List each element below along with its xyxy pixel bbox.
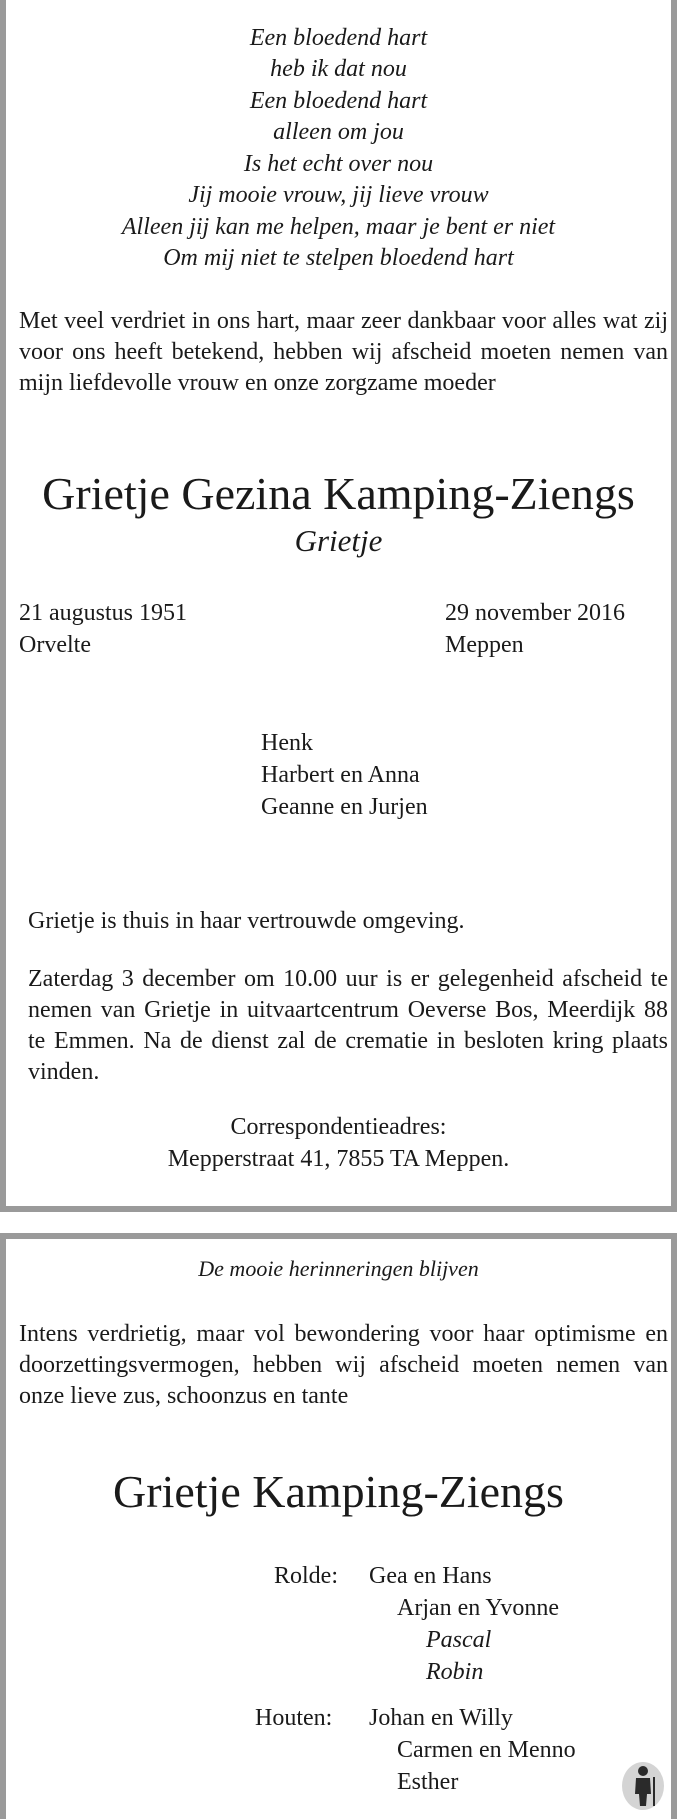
poem-line: Alleen jij kan me helpen, maar je bent er niet <box>121 214 556 240</box>
poem-line: alleen om jou <box>273 119 404 145</box>
death-date: 29 november 2016 <box>445 600 625 626</box>
deceased-name: Grietje Kamping-Ziengs <box>113 1466 564 1517</box>
service-paragraph: Zaterdag 3 december om 10.00 uur is er gelegenheid afscheid te nemen van Grietje in uitvaartcentrum Oeverse Bos, Meerdijk 88 te Emmen. Na de dienst zal de crematie in besloten kring plaats vinden. <box>28 966 668 1085</box>
family-member: Harbert en Anna <box>261 762 420 788</box>
poem-line: Jij mooie vrouw, jij lieve vrouw <box>188 182 489 208</box>
relative-name: Johan en Willy <box>369 1705 513 1731</box>
deceased-name: Grietje Gezina Kamping-Ziengs <box>42 468 635 519</box>
relative-name: Carmen en Menno <box>397 1737 576 1763</box>
birth-place: Orvelte <box>19 632 91 658</box>
death-place: Meppen <box>445 632 524 658</box>
relative-name: Esther <box>397 1769 459 1795</box>
poem-line: Een bloedend hart <box>249 88 428 114</box>
intro-paragraph: Intens verdrietig, maar vol bewondering voor haar optimisme en doorzettingsvermogen, hebben wij afscheid moeten nemen van onze lieve zus, schoonzus en tante <box>19 1321 668 1409</box>
relative-name: Pascal <box>426 1627 492 1653</box>
location-label: Rolde: <box>274 1563 338 1589</box>
family-member: Geanne en Jurjen <box>261 794 428 820</box>
birth-date: 21 augustus 1951 <box>19 600 187 626</box>
poem-line: Om mij niet te stelpen bloedend hart <box>163 245 514 271</box>
family-member: Henk <box>261 730 313 756</box>
poem-line: Is het echt over nou <box>243 151 434 177</box>
poem-line: heb ik dat nou <box>270 56 407 82</box>
home-note: Grietje is thuis in haar vertrouwde omgeving. <box>28 908 465 934</box>
poem-line: Een bloedend hart <box>249 25 428 51</box>
motto: De mooie herinneringen blijven <box>198 1256 479 1281</box>
location-label: Houten: <box>255 1705 333 1731</box>
relative-name: Arjan en Yvonne <box>397 1595 559 1621</box>
correspondence-address: Mepperstraat 41, 7855 TA Meppen. <box>167 1146 510 1172</box>
memorial-figure-icon <box>620 1759 666 1811</box>
relative-name: Robin <box>426 1659 484 1685</box>
deceased-nickname: Grietje <box>294 523 383 558</box>
relative-name: Gea en Hans <box>369 1563 492 1589</box>
correspondence-label: Correspondentieadres: <box>230 1114 447 1140</box>
intro-paragraph: Met veel verdriet in ons hart, maar zeer dankbaar voor alles wat zij voor ons heeft betekend, hebben wij afscheid moeten nemen van mijn liefdevolle vrouw en onze zorgzame moeder <box>19 308 668 396</box>
death-notice-siblings <box>0 1233 677 1819</box>
